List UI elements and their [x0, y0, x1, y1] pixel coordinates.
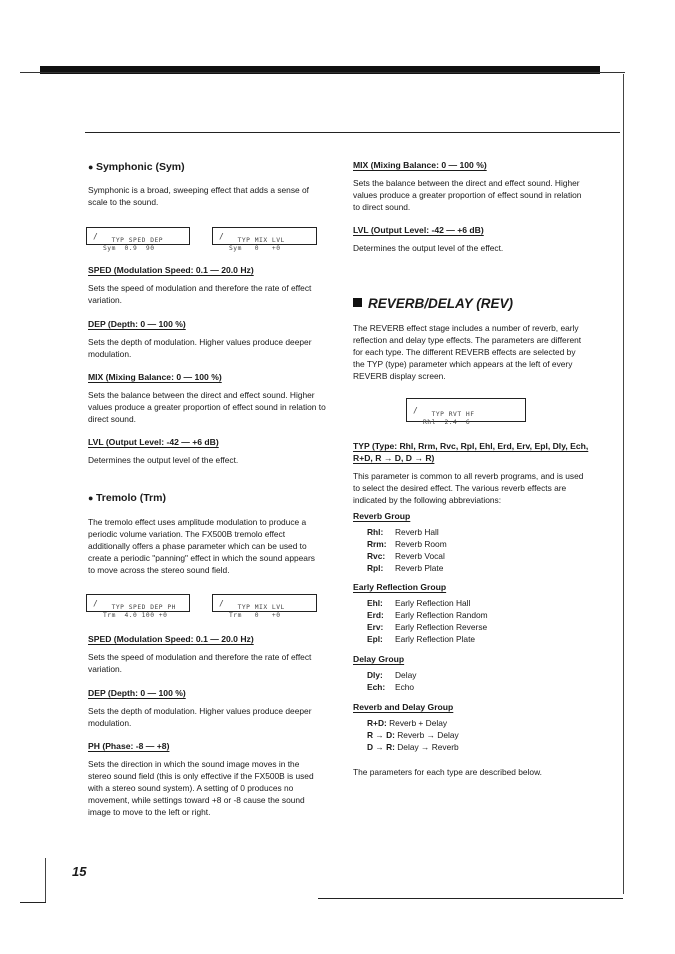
abbreviation-key: Rpl: [367, 563, 384, 573]
right-margin-line [623, 74, 624, 894]
lcd-line: TYP SPED DEP [111, 237, 164, 244]
abbreviation-group [353, 511, 447, 574]
trm-dep-text: Sets the depth of modulation. Higher values produce deeper modulation. [88, 706, 312, 728]
abbreviation-key: R+D: [367, 718, 387, 728]
abbreviation-group [353, 654, 416, 693]
trm-sped-heading: SPED (Modulation Speed: 0.1 — 20.0 Hz) [88, 634, 254, 644]
abbreviation-item [367, 729, 459, 741]
lcd-line: TYP RVT HF [431, 411, 475, 418]
abbreviation-key: R → D: [367, 730, 395, 740]
sym-dep-text: Sets the depth of modulation. Higher values produce deeper modulation. [88, 337, 312, 359]
bottom-left-rule [20, 902, 46, 903]
lcd-line: Sym 0 +0 [229, 245, 281, 252]
sym-lvl-heading: LVL (Output Level: -42 — +6 dB) [88, 437, 219, 447]
tremolo-intro: The tremolo effect uses amplitude modulation to produce a periodic volume variation. The FX500B tremolo effect additionally offers a phase parameter which can be used to create a periodic "panning" effect in which the sound appears to move across the stereo sound field. [88, 517, 315, 575]
sym-lvl-text: Determines the output level of the effect. [88, 455, 239, 465]
abbreviation-item [367, 717, 459, 729]
sym-sped-text: Sets the speed of modulation and therefore the rate of effect variation. [88, 283, 312, 305]
abbreviation-item [367, 550, 447, 562]
abbreviation-value: Early Reflection Random [395, 610, 488, 620]
lcd-line: Trm 4.0 100 +0 [103, 612, 168, 619]
abbreviation-value: Reverb Hall [395, 527, 439, 537]
rev-mix-heading: MIX (Mixing Balance: 0 — 100 %) [353, 160, 487, 170]
typ-heading: TYP (Type: Rhl, Rrm, Rvc, Rpl, Ehl, Erd, Erv, Epl, Dly, Ech, R+D, R → D, D → R) [353, 441, 589, 463]
abbreviation-value: Reverb Plate [395, 563, 444, 573]
lcd-line: Rhl 2.4 6 [423, 419, 471, 426]
rev-lvl-heading: LVL (Output Level: -42 — +6 dB) [353, 225, 484, 235]
group-heading: Reverb Group [353, 511, 411, 521]
rev-mix-text: Sets the balance between the direct and effect sound. Higher values produce a greater proportion of effect sound in relation to direct sound. [353, 178, 582, 212]
lcd-display-sym-1: / TYP SPED DEP Sym 0.9 90 [86, 227, 190, 245]
group-heading: Delay Group [353, 654, 405, 664]
abbreviation-value: Reverb Vocal [395, 551, 445, 561]
lcd-display-trm-1: / TYP SPED DEP PH Trm 4.0 100 +0 [86, 594, 190, 612]
abbreviation-key: Dly: [367, 670, 383, 680]
abbreviation-key: Rrm: [367, 539, 387, 549]
abbreviation-group [353, 702, 459, 753]
tremolo-heading: ● Tremolo (Trm) [88, 492, 166, 504]
abbreviation-value: Early Reflection Reverse [395, 622, 488, 632]
abbreviation-item [367, 609, 488, 621]
reverb-intro: The REVERB effect stage includes a number of reverb, early reflection and delay type effects. The parameters are different for each type. The different REVERB effects are selected by the TYP (type) parameter which appears at the left of every REVERB display screen. [353, 323, 582, 381]
abbreviation-key: Ehl: [367, 598, 383, 608]
abbreviation-item [367, 562, 447, 574]
sym-dep-heading: DEP (Depth: 0 — 100 %) [88, 319, 186, 329]
lcd-line: Trm 0 +0 [229, 612, 281, 619]
lcd-display-sym-2: / TYP MIX LVL Sym 0 +0 [212, 227, 317, 245]
abbreviation-key: Ech: [367, 682, 386, 692]
sym-sped-heading: SPED (Modulation Speed: 0.1 — 20.0 Hz) [88, 265, 254, 275]
trm-sped-text: Sets the speed of modulation and therefore the rate of effect variation. [88, 652, 312, 674]
group-heading: Reverb and Delay Group [353, 702, 454, 712]
abbreviation-value: Reverb → Delay [397, 730, 459, 740]
abbreviation-item [367, 538, 447, 550]
abbreviation-item [367, 526, 447, 538]
abbreviation-key: Erv: [367, 622, 384, 632]
page-number: 15 [72, 864, 87, 879]
group-heading: Early Reflection Group [353, 582, 447, 592]
bottom-right-rule [318, 898, 623, 899]
lcd-display-rev: / TYP RVT HF Rhl 2.4 6 [406, 398, 526, 422]
lcd-line: Sym 0.9 90 [103, 245, 155, 252]
abbreviation-item [367, 669, 416, 681]
abbreviation-key: Rhl: [367, 527, 384, 537]
abbreviation-value: Reverb + Delay [389, 718, 448, 728]
abbreviation-value: Echo [395, 682, 415, 692]
abbreviation-item [367, 621, 488, 633]
abbreviation-value: Early Reflection Plate [395, 634, 476, 644]
lcd-line: TYP MIX LVL [237, 604, 285, 611]
lcd-line: TYP MIX LVL [237, 237, 285, 244]
abbreviation-value: Reverb Room [395, 539, 447, 549]
square-bullet-icon [353, 298, 362, 307]
left-corner-line [45, 858, 46, 903]
abbreviation-value: Delay [395, 670, 417, 680]
abbreviation-group [353, 582, 488, 645]
trm-dep-heading: DEP (Depth: 0 — 100 %) [88, 688, 186, 698]
lcd-line: TYP SPED DEP PH [111, 604, 176, 611]
abbreviation-key: Rvc: [367, 551, 386, 561]
types-footer-text: The parameters for each type are described below. [353, 767, 543, 777]
abbreviation-item [367, 681, 416, 693]
typ-text: This parameter is common to all reverb programs, and is used to select the desired effect. The various reverb effects are indicated by the following abbreviations: [353, 471, 584, 505]
rev-lvl-text: Determines the output level of the effect. [353, 243, 504, 253]
abbreviation-item [367, 741, 459, 753]
reverb-delay-title: REVERB/DELAY (REV) [368, 296, 514, 311]
top-border-line [20, 72, 625, 73]
symphonic-intro: Symphonic is a broad, sweeping effect that adds a sense of scale to the sound. [88, 185, 309, 207]
abbreviation-item [367, 633, 488, 645]
abbreviation-value: Delay → Reverb [397, 742, 459, 752]
abbreviation-key: Epl: [367, 634, 383, 644]
lcd-display-trm-2: / TYP MIX LVL Trm 0 +0 [212, 594, 317, 612]
abbreviation-value: Early Reflection Hall [395, 598, 471, 608]
reverb-delay-heading [353, 296, 513, 311]
trm-ph-heading: PH (Phase: -8 — +8) [88, 741, 170, 751]
abbreviation-key: Erd: [367, 610, 384, 620]
symphonic-heading: ● Symphonic (Sym) [88, 161, 185, 173]
trm-ph-text: Sets the direction in which the sound image moves in the stereo sound field (this is only effective if the FX500B is used with a stereo sound system). A setting of 0 produces no movement, while settings toward +8 or -8 cause the sound image to move to the left or right. [88, 759, 314, 817]
sym-mix-heading: MIX (Mixing Balance: 0 — 100 %) [88, 372, 222, 382]
sym-mix-text: Sets the balance between the direct and effect sound. Higher values produce a greater proportion of effect sound in relation to direct sound. [88, 390, 326, 424]
abbreviation-key: D → R: [367, 742, 395, 752]
header-rule [85, 132, 620, 133]
abbreviation-item [367, 597, 488, 609]
